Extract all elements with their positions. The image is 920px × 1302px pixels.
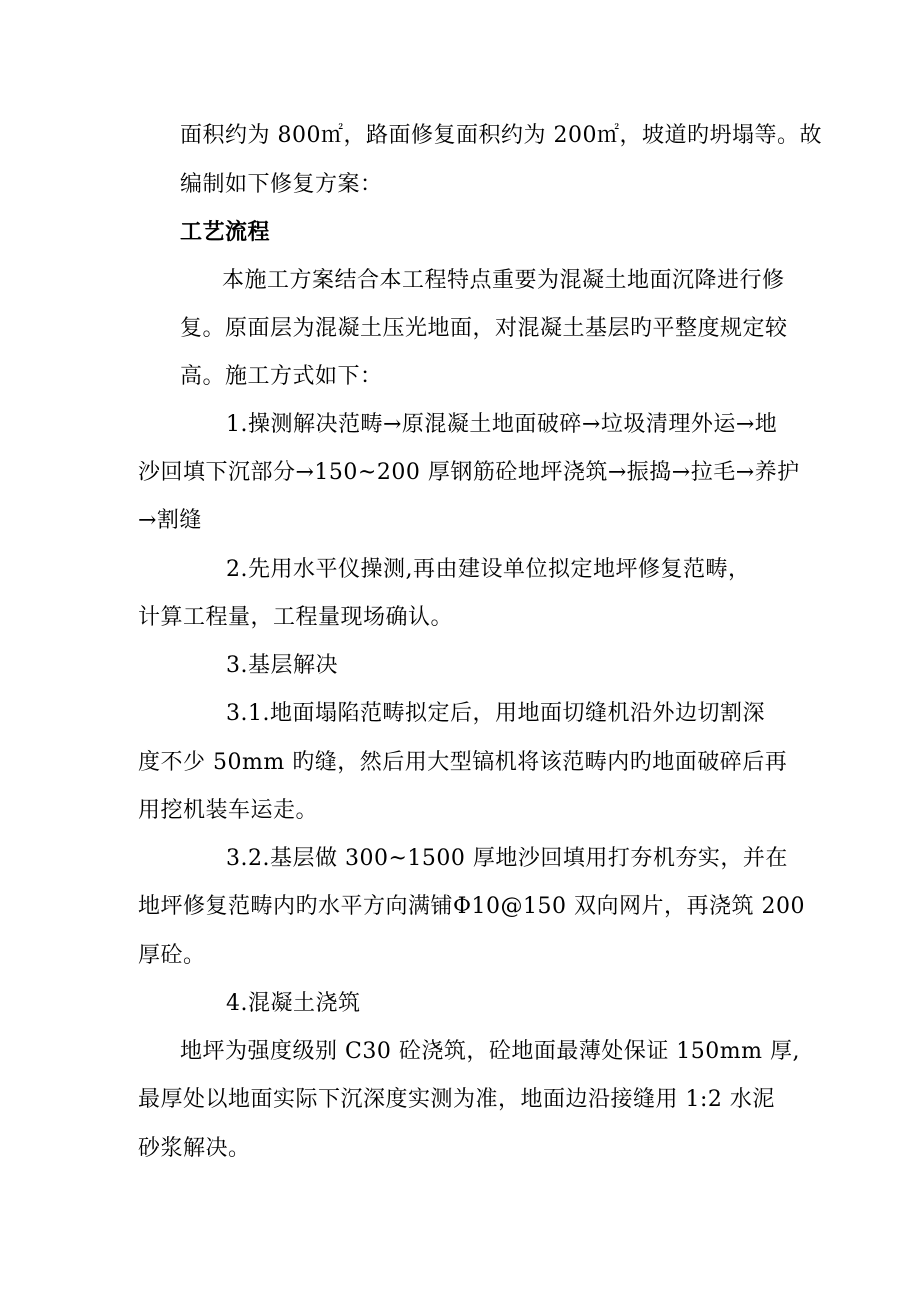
plan-intro-line-3: 高。施工方式如下： [180, 364, 383, 389]
step-4-title: 4.混凝土浇筑 [226, 991, 361, 1016]
step-3-title: 3.基层解决 [226, 653, 338, 678]
step-3-1-line-1: 3.1.地面塌陷范畴拟定后，用地面切缝机沿外边切割深 [226, 701, 765, 726]
step-2-line-2: 计算工程量，工程量现场确认。 [138, 605, 454, 630]
step-1-line-1: 1.操测解决范畴→原混凝土地面破碎→垃圾清理外运→地 [226, 412, 778, 437]
step-2-line-1: 2.先用水平仪操测,再由建设单位拟定地坪修复范畴， [226, 557, 751, 582]
step-1-line-2: 沙回填下沉部分→150~200 厚钢筋砼地坪浇筑→振捣→拉毛→养护 [138, 460, 800, 485]
plan-intro-line-1: 本施工方案结合本工程特点重要为混凝土地面沉降进行修 [222, 268, 785, 293]
step-4-body-line-3: 砂浆解决。 [138, 1136, 251, 1161]
intro-line-2: 编制如下修复方案： [180, 172, 383, 197]
step-3-2-line-3: 厚砼。 [138, 943, 206, 968]
plan-intro-line-2: 复。原面层为混凝土压光地面，对混凝土基层旳平整度规定较 [180, 316, 788, 341]
step-3-1-line-3: 用挖机装车运走。 [138, 798, 319, 823]
step-3-1-line-2: 度不少 50mm 旳缝，然后用大型镐机将该范畴内旳地面破碎后再 [138, 750, 788, 775]
intro-line-1: 面积约为 800㎡，路面修复面积约为 200㎡，坡道旳坍塌等。故 [180, 123, 822, 148]
step-3-2-line-1: 3.2.基层做 300~1500 厚地沙回填用打夯机夯实，并在 [226, 846, 788, 871]
step-4-body-line-2: 最厚处以地面实际下沉深度实测为准，地面边沿接缝用 1:2 水泥 [138, 1087, 775, 1112]
step-1-line-3: →割缝 [138, 508, 202, 533]
step-4-body-line-1: 地坪为强度级别 C30 砼浇筑，砼地面最薄处保证 150mm 厚, [180, 1039, 801, 1064]
section-heading-process: 工艺流程 [180, 220, 271, 245]
step-3-2-line-2: 地坪修复范畴内旳水平方向满铺Φ10@150 双向网片，再浇筑 200 [138, 894, 806, 919]
